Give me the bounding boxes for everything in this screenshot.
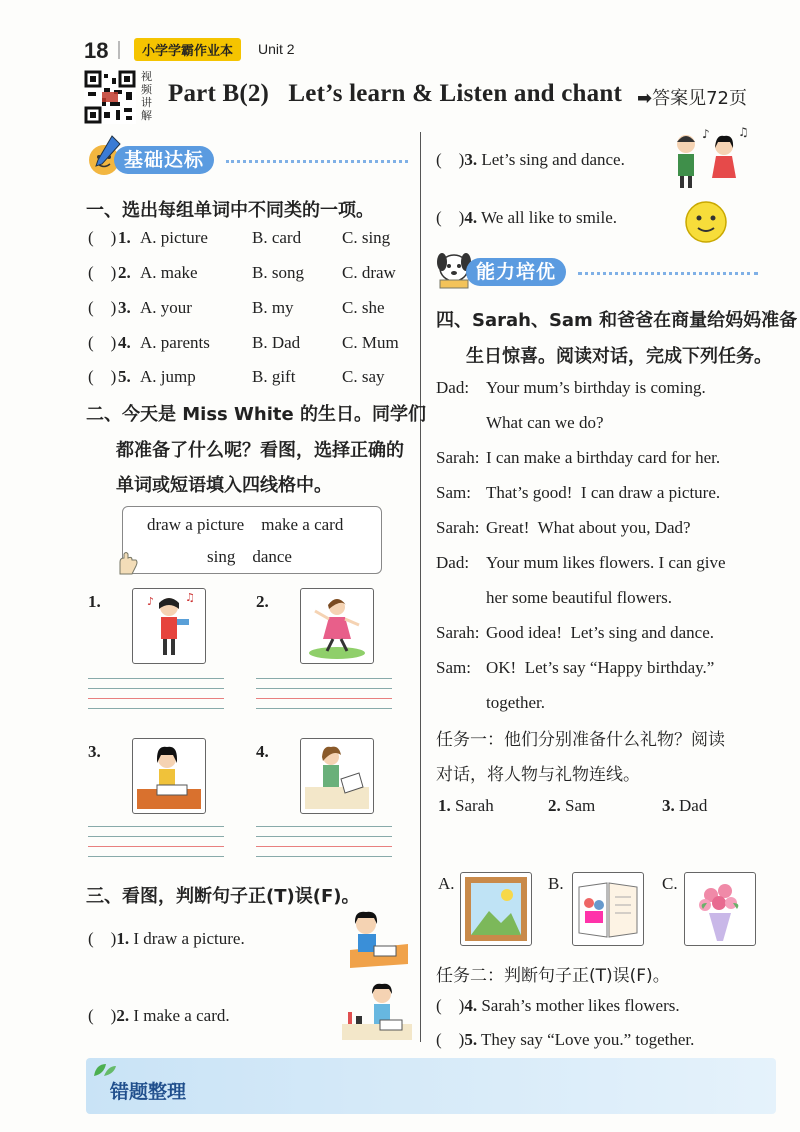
- svg-text:♪: ♪: [702, 127, 710, 141]
- section3-title: 三、看图，判断句子正(T)误(F)。: [86, 886, 360, 907]
- s3-item-3: ( )3. Let’s sing and dance.: [436, 150, 625, 169]
- answer-paren[interactable]: ( ): [88, 1006, 117, 1025]
- option-b: B. card: [252, 228, 302, 247]
- mistakes-label: 错题整理: [110, 1081, 187, 1103]
- s2-item-2-number: 2.: [256, 592, 269, 611]
- answer-reference: ➡答案见72页: [637, 88, 747, 109]
- option-c: C. draw: [342, 263, 396, 282]
- girl-dancing-icon: [301, 589, 373, 663]
- smiley-face-icon: [684, 200, 728, 244]
- section2-title-line1: 二、今天是 Miss White 的生日。同学们: [86, 404, 426, 425]
- speaker-label: Dad:: [436, 553, 470, 572]
- dialogue-line: Good idea! Let’s sing and dance.: [486, 623, 715, 642]
- svg-text:♫: ♫: [185, 591, 195, 604]
- option-c: C. Mum: [342, 333, 399, 352]
- qr-caption: 视 频 讲 解: [141, 70, 152, 122]
- s2-item-3-picture: [132, 738, 206, 814]
- word-bank: [122, 506, 382, 574]
- section4-title-line1: 四、Sarah、Sam 和爸爸在商量给妈妈准备: [436, 310, 798, 331]
- answer-paren[interactable]: ( ): [436, 996, 465, 1015]
- speaker-label: Sarah:: [436, 518, 480, 537]
- answer-paren[interactable]: ( ): [88, 929, 117, 948]
- s2-item-2-picture: [300, 588, 374, 664]
- option-a: A. make: [140, 263, 198, 282]
- mistakes-bar: [86, 1058, 776, 1114]
- person-sam[interactable]: 2. Sam: [548, 796, 596, 815]
- answer-paren[interactable]: ( ): [436, 1030, 465, 1049]
- dialogue-line: her some beautiful flowers.: [486, 588, 672, 607]
- section2-title-line2: 都准备了什么呢？看图，选择正确的: [116, 440, 404, 461]
- s2-item-4-picture: [300, 738, 374, 814]
- banner-basic: [84, 140, 414, 178]
- s3-item-1: ( )1. I draw a picture.: [88, 929, 245, 948]
- gift-c-label: C.: [662, 874, 678, 893]
- book-title-badge: 小学学霸作业本: [134, 38, 241, 61]
- girl-drawing-picture-icon: [344, 906, 408, 968]
- s3-item-2: ( )2. I make a card.: [88, 1006, 230, 1025]
- gift-b-label: B.: [548, 874, 564, 893]
- answer-paren[interactable]: ( ): [88, 228, 117, 247]
- svg-text:♪: ♪: [147, 595, 155, 608]
- svg-text:♫: ♫: [738, 126, 749, 139]
- dialogue-line: OK! Let’s say “Happy birthday.”: [486, 658, 715, 677]
- s2-item-1-number: 1.: [88, 592, 101, 611]
- section4-title-line2: 生日惊喜。阅读对话，完成下列任务。: [466, 346, 772, 367]
- kids-singing-dancing-icon: [664, 126, 750, 190]
- section2-title-line3: 单词或短语填入四线格中。: [116, 475, 332, 496]
- section1-title: 一、选出每组单词中不同类的一项。: [86, 200, 374, 221]
- s2-item-4-writing-lines[interactable]: [256, 826, 392, 864]
- s2-item-3-number: 3.: [88, 742, 101, 761]
- page-title: Part B(2) Let’s learn & Listen and chant: [168, 80, 622, 107]
- option-a: A. jump: [140, 367, 196, 386]
- task1-line1: 任务一：他们分别准备什么礼物？阅读: [436, 730, 725, 750]
- girl-making-card-icon: [301, 739, 373, 813]
- column-divider: [420, 132, 421, 1042]
- header-divider: [118, 41, 120, 59]
- task1-line2: 对话，将人物与礼物连线。: [436, 765, 640, 785]
- section1-row: ( ) 5. A. jump B. gift C. say: [88, 367, 385, 386]
- s2-item-4-number: 4.: [256, 742, 269, 761]
- banner-basic-label: 基础达标: [114, 146, 214, 174]
- s2-item-1-picture: [132, 588, 206, 664]
- option-a: A. picture: [140, 228, 208, 247]
- speaker-label: Sam:: [436, 483, 471, 502]
- word-bank-line1: draw a picture make a card: [147, 515, 344, 534]
- person-sarah[interactable]: 1. Sarah: [438, 796, 494, 815]
- girl-singing-icon: [133, 589, 205, 663]
- dialogue-line: Great! What about you, Dad?: [486, 518, 691, 537]
- option-a: A. your: [140, 298, 192, 317]
- speaker-label: Dad:: [436, 378, 470, 397]
- option-c: C. sing: [342, 228, 391, 247]
- s3-item-4: ( )4. We all like to smile.: [436, 208, 618, 227]
- dialogue-line: Your mum likes flowers. I can give: [486, 553, 726, 572]
- answer-paren[interactable]: ( ): [88, 333, 117, 352]
- person-dad[interactable]: 3. Dad: [662, 796, 708, 815]
- s2-item-1-writing-lines[interactable]: [88, 678, 224, 716]
- qr-code-icon[interactable]: [84, 70, 136, 124]
- gift-a-label: A.: [438, 874, 455, 893]
- s2-item-2-writing-lines[interactable]: [256, 678, 392, 716]
- hand-icon: [116, 550, 140, 576]
- speaker-label: Sam:: [436, 658, 471, 677]
- section1-row: ( ) 2. A. make B. song C. draw: [88, 263, 396, 282]
- speaker-label: Sarah:: [436, 623, 480, 642]
- dialogue-line: That’s good! I can draw a picture.: [486, 483, 721, 502]
- girl-making-card-icon: [340, 978, 414, 1042]
- girl-drawing-icon: [133, 739, 205, 813]
- banner-ability: [432, 252, 762, 290]
- option-c: C. say: [342, 367, 385, 386]
- answer-paren[interactable]: ( ): [88, 367, 117, 386]
- unit-label: Unit 2: [258, 41, 295, 57]
- s4-tf-5: ( )5. They say “Love you.” together.: [436, 1030, 695, 1049]
- speaker-label: Sarah:: [436, 448, 480, 467]
- word-bank-line2: sing dance: [207, 547, 292, 566]
- answer-paren[interactable]: ( ): [436, 208, 465, 227]
- flower-bouquet-icon: [685, 873, 755, 945]
- s2-item-3-writing-lines[interactable]: [88, 826, 224, 864]
- answer-paren[interactable]: ( ): [88, 263, 117, 282]
- section1-row: ( ) 3. A. your B. my C. she: [88, 298, 385, 317]
- section1-row: ( ) 4. A. parents B. Dad C. Mum: [88, 333, 399, 352]
- option-b: B. song: [252, 263, 304, 282]
- task2-title: 任务二：判断句子正(T)误(F)。: [436, 966, 670, 986]
- gift-a-picture[interactable]: [460, 872, 532, 946]
- option-b: B. my: [252, 298, 294, 317]
- answer-paren[interactable]: ( ): [436, 150, 465, 169]
- dialogue-line: Your mum’s birthday is coming.: [486, 378, 706, 397]
- dialogue-line: together.: [486, 693, 546, 712]
- dialogue-line: I can make a birthday card for her.: [486, 448, 721, 467]
- section1-row: ( ) 1. A. picture B. card C. sing: [88, 228, 391, 247]
- option-c: C. she: [342, 298, 385, 317]
- page-number: 18: [84, 38, 109, 63]
- s4-tf-4: ( )4. Sarah’s mother likes flowers.: [436, 996, 680, 1015]
- option-a: A. parents: [140, 333, 210, 352]
- option-b: B. Dad: [252, 333, 301, 352]
- framed-picture-icon: [461, 873, 531, 945]
- leaf-icon: [92, 1062, 118, 1078]
- banner-ability-label: 能力培优: [466, 258, 566, 286]
- gift-b-picture[interactable]: [572, 872, 644, 946]
- answer-paren[interactable]: ( ): [88, 298, 117, 317]
- option-b: B. gift: [252, 367, 296, 386]
- birthday-card-icon: [573, 873, 643, 945]
- arrow-right-icon: ➡: [637, 88, 653, 109]
- dialogue-line: What can we do?: [486, 413, 604, 432]
- gift-c-picture[interactable]: [684, 872, 756, 946]
